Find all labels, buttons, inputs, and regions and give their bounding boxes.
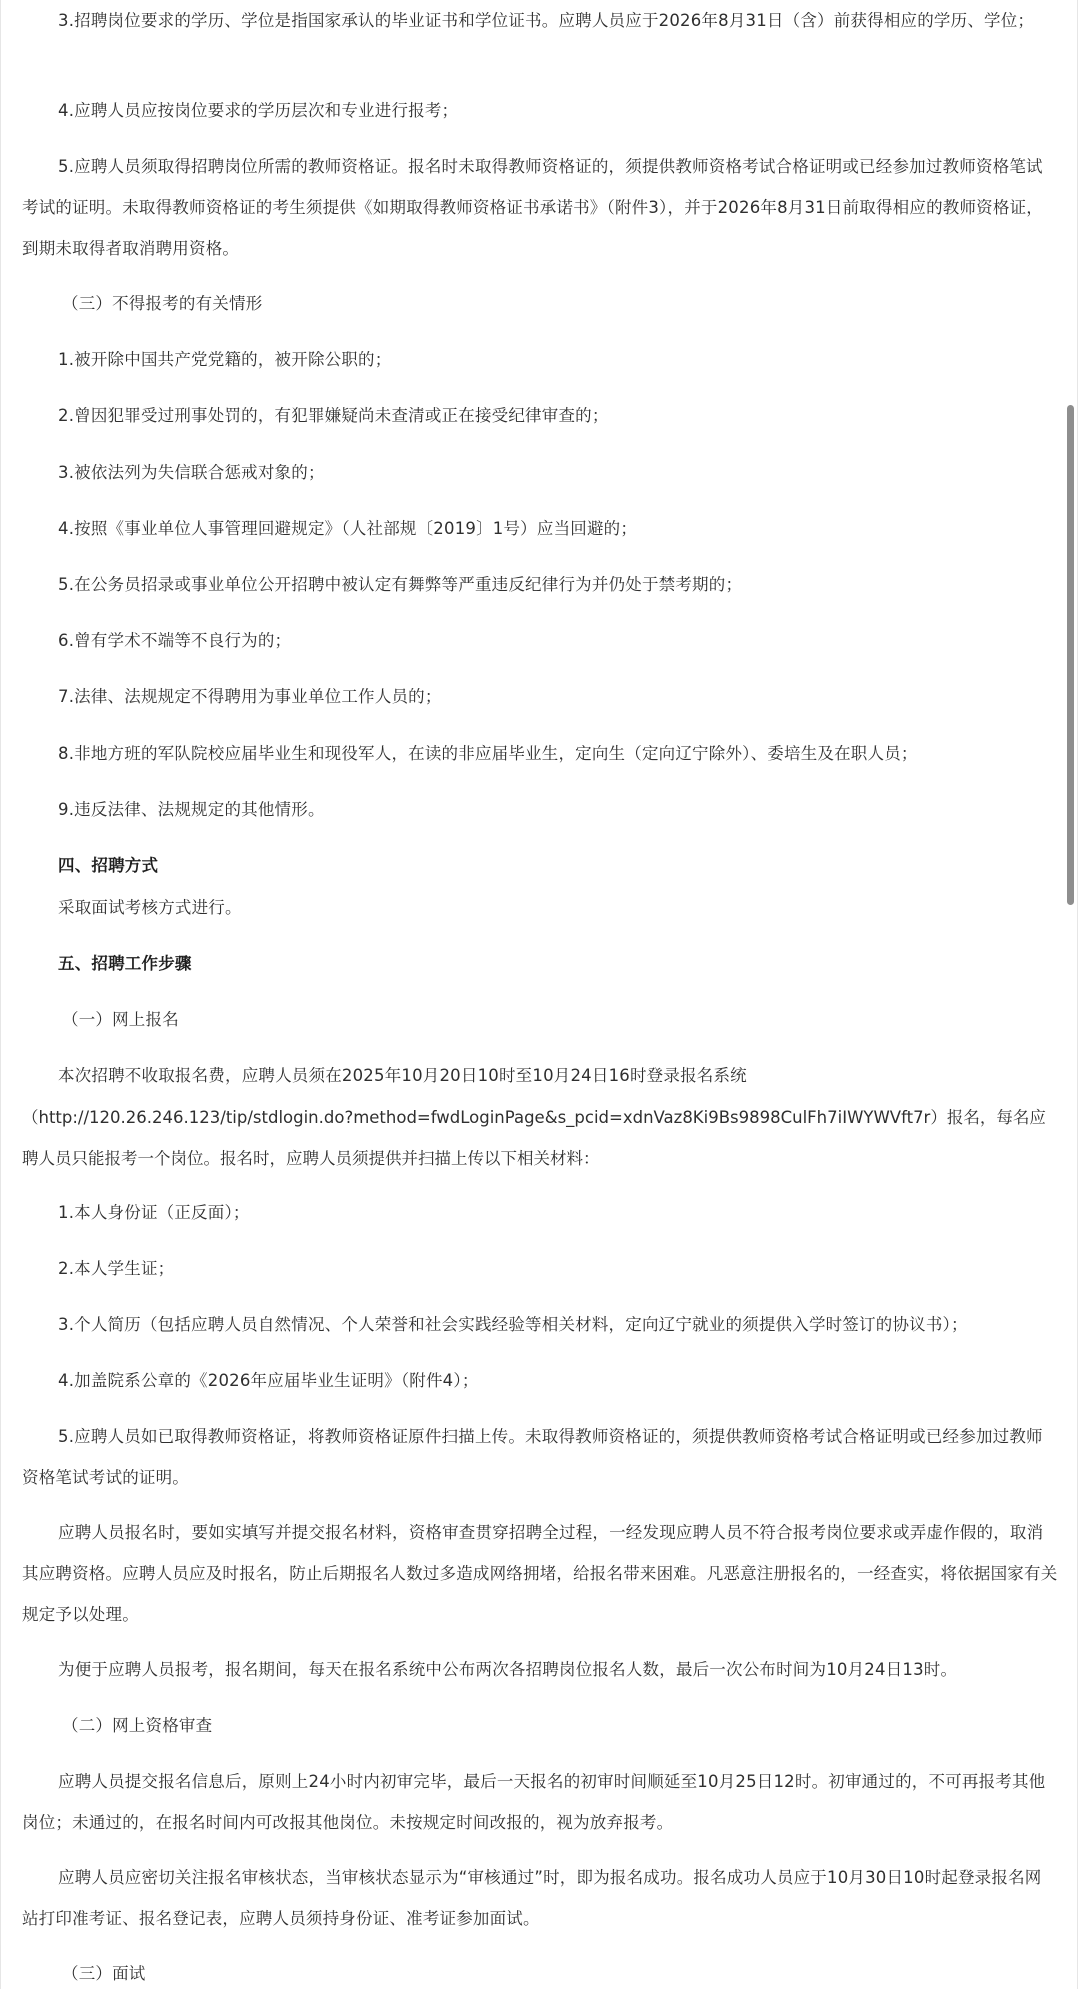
list-item-material-3: 3.个人简历（包括应聘人员自然情况、个人荣誉和社会实践经验等相关材料，定向辽宁就业的须提供入学时签订的协议书）； — [58, 1315, 968, 1334]
list-item-excluded-5: 5.在公务员招录或事业单位公开招聘中被认定有舞弊等严重违反纪律行为并仍处于禁考期的； — [58, 575, 743, 594]
subheading-online-qualification-review: （二）网上资格审查 — [62, 1716, 213, 1735]
list-item-excluded-1: 1.被开除中国共产党党籍的，被开除公职的； — [58, 350, 392, 369]
paragraph-degree-requirement: 3.招聘岗位要求的学历、学位是指国家承认的毕业证书和学位证书。应聘人员应于2026年8月31日（含）前获得相应的学历、学位； — [58, 11, 1035, 30]
subheading-online-registration: （一）网上报名 — [62, 1010, 179, 1029]
section-heading-recruitment-method: 四、招聘方式 — [58, 856, 159, 875]
paragraph-registration-url: （http://120.26.246.123/tip/stdlogin.do?method=fwdLoginPage&s_pcid=xdnVaz8Ki9Bs9898CulFh7iIWYWVft7r）报名，每名应聘人员只能报考一个岗位。报名时，应聘人员须提供并扫描上传以下相关材料： — [22, 1108, 1046, 1168]
list-item-excluded-2: 2.曾因犯罪受过刑事处罚的，有犯罪嫌疑尚未查清或正在接受纪律审查的； — [58, 406, 609, 425]
list-item-excluded-7: 7.法律、法规规定不得聘用为事业单位工作人员的； — [58, 687, 442, 706]
paragraph-education-level: 4.应聘人员应按岗位要求的学历层次和专业进行报考； — [58, 101, 459, 120]
list-item-material-1: 1.本人身份证（正反面）； — [58, 1203, 250, 1222]
paragraph-recruitment-method: 采取面试考核方式进行。 — [58, 898, 242, 917]
list-item-material-4: 4.加盖院系公章的《2026年应届毕业生证明》（附件4）； — [58, 1371, 479, 1390]
subheading-interview: （三）面试 — [62, 1964, 146, 1983]
vertical-scrollbar[interactable] — [1066, 0, 1076, 1989]
paragraph-review-status: 应聘人员应密切关注报名审核状态，当审核状态显示为“审核通过”时，即为报名成功。报名成功人员应于10月30日10时起登录报名网站打印准考证、报名登记表，应聘人员须持身份证、准考证参加面试。 — [22, 1868, 1042, 1928]
section-heading-recruitment-steps: 五、招聘工作步骤 — [58, 954, 192, 973]
list-item-excluded-3: 3.被依法列为失信联合惩戒对象的； — [58, 463, 325, 482]
subheading-excluded-cases: （三）不得报考的有关情形 — [62, 294, 263, 313]
paragraph-registration-period: 本次招聘不收取报名费，应聘人员须在2025年10月20日10时至10月24日16时登录报名系统 — [58, 1066, 747, 1085]
scrollbar-thumb[interactable] — [1067, 405, 1074, 905]
list-item-material-2: 2.本人学生证； — [58, 1259, 175, 1278]
paragraph-registration-statistics: 为便于应聘人员报考，报名期间，每天在报名系统中公布两次各招聘岗位报名人数，最后一次公布时间为10月24日13时。 — [58, 1660, 958, 1679]
paragraph-qualification-review: 应聘人员提交报名信息后，原则上24小时内初审完毕，最后一天报名的初审时间顺延至10月25日12时。初审通过的，不可再报考其他岗位；未通过的，在报名时间内可改报其他岗位。未按规定时间改报的，视为放弃报考。 — [22, 1772, 1046, 1832]
paragraph-teacher-certificate: 5.应聘人员须取得招聘岗位所需的教师资格证。报名时未取得教师资格证的，须提供教师资格考试合格证明或已经参加过教师资格笔试考试的证明。未取得教师资格证的考生须提供《如期取得教师资格证书承诺书》（附件3），并于2026年8月31日前取得相应的教师资格证，到期未取得者取消聘用资格。 — [22, 157, 1043, 258]
list-item-excluded-4: 4.按照《事业单位人事管理回避规定》（人社部规〔2019〕1号）应当回避的； — [58, 519, 638, 538]
list-item-excluded-9: 9.违反法律、法规规定的其他情形。 — [58, 800, 325, 819]
list-item-material-5: 5.应聘人员如已取得教师资格证，将教师资格证原件扫描上传。未取得教师资格证的，须提供教师资格考试合格证明或已经参加过教师资格笔试考试的证明。 — [22, 1427, 1043, 1487]
list-item-excluded-6: 6.曾有学术不端等不良行为的； — [58, 631, 292, 650]
paragraph-registration-integrity: 应聘人员报名时，要如实填写并提交报名材料，资格审查贯穿招聘全过程，一经发现应聘人员不符合报考岗位要求或弄虚作假的，取消其应聘资格。应聘人员应及时报名，防止后期报名人数过多造成网络拥堵，给报名带来困难。凡恶意注册报名的，一经查实，将依据国家有关规定予以处理。 — [22, 1523, 1058, 1624]
list-item-excluded-8: 8.非地方班的军队院校应届毕业生和现役军人，在读的非应届毕业生，定向生（定向辽宁除外）、委培生及在职人员； — [58, 744, 918, 763]
